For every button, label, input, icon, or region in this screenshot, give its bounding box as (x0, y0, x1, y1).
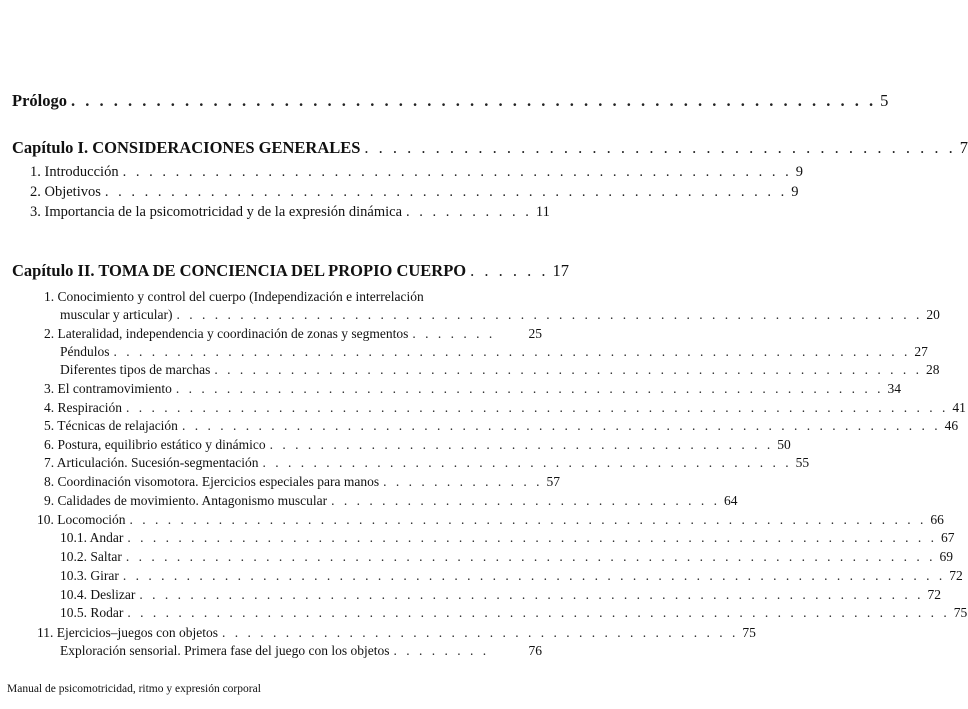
toc-label: 4. Respiración (44, 400, 122, 415)
toc-entry (0, 530, 955, 546)
toc-page-number: 28 (925, 362, 940, 377)
dot-leader: . . . . . . . . . . . . . . . . . . . . . . . . . . . . . . . . . . . . . . . . . . . . . . . . . . . . . . . . (214, 362, 922, 377)
toc-label: 7. Articulación. Sucesión-segmentación (44, 455, 259, 470)
toc-label: 2. Objetivos (30, 184, 101, 200)
toc-page-number: 66 (930, 512, 944, 527)
dot-leader: . . . . . . . . . . . . . . . . . . . . . . . . . . . . . . . . . . . . . . . . . . . . . . . . . . . . . . . . (175, 381, 884, 396)
dot-leader: . . . . . . . . . . . . . . . . . . . . . . . . . . . . . . . . . . . . . . . . . . . . . . . . . . . . . . . . . . . . . . . . . (127, 605, 950, 620)
toc-entry (0, 307, 940, 323)
toc-label: 10.2. Saltar (60, 549, 122, 564)
toc-label: Capítulo II. TOMA DE CONCIENCIA DEL PROPIO CUERPO (12, 261, 467, 280)
toc-label: 3. Importancia de la psicomotricidad y de la expresión dinámica (30, 204, 403, 220)
dot-leader: . . . . . . (470, 261, 549, 280)
toc-page-number: 34 (887, 381, 901, 396)
toc-page-number: 7 (959, 138, 968, 157)
toc-label: 11. Ejercicios–juegos con objetos (37, 625, 218, 640)
toc-page-number: 46 (944, 418, 959, 433)
toc-label: Péndulos (60, 344, 110, 359)
dot-leader: . . . . . . . . . . . . . . . . . . . . . . . . . . . . . . . . . . . . . . . . . . . . . . . . . . . . . . . . . . . . . . . . . (125, 400, 949, 415)
dot-leader: . . . . . . . . . . . . . . . . . . . . . . . . . . . . . . . . . . . . . . . . . . . . . . . . . . . . (104, 184, 788, 200)
toc-page-number: 75 (953, 605, 968, 620)
toc-label-continued: 1. Conocimiento y control del cuerpo (Independización e interrelación (44, 289, 424, 304)
toc-page-number: 50 (777, 437, 791, 452)
toc-label: 2. Lateralidad, independencia y coordinación de zonas y segmentos (44, 326, 409, 341)
toc-label: 6. Postura, equilibrio estático y dinámico (44, 437, 266, 452)
toc-page-number: 9 (795, 164, 803, 180)
toc-label: Capítulo I. CONSIDERACIONES GENERALES (12, 138, 361, 157)
toc-page-number: 11 (535, 204, 550, 220)
toc-entry-chapter-1 (0, 138, 968, 158)
toc-entry-prologo (0, 91, 889, 111)
dot-leader: . . . . . . . . (393, 643, 490, 658)
toc-entry (0, 587, 941, 603)
toc-page-number: 41 (952, 400, 966, 415)
toc-entry (0, 625, 756, 641)
toc-label: Diferentes tipos de marchas (60, 362, 211, 377)
toc-label: 3. El contramovimiento (44, 381, 172, 396)
toc-page-number: 57 (546, 474, 561, 489)
toc-label: 10.5. Rodar (60, 605, 124, 620)
toc-page-number: 72 (927, 587, 941, 602)
toc-entry (0, 400, 966, 416)
toc-page-number: 25 (528, 326, 542, 341)
toc-page-number: 67 (941, 530, 955, 545)
toc-entry (0, 549, 953, 565)
dot-leader: . . . . . . . . . . . . . . . . . . . . . . . . . . . . . . . (331, 493, 720, 508)
toc-label: 9. Calidades de movimiento. Antagonismo muscular (44, 493, 328, 508)
toc-page-number: 76 (528, 643, 542, 658)
toc-entry (0, 326, 551, 342)
dot-leader: . . . . . . . (412, 326, 496, 341)
dot-leader: . . . . . . . . . . (406, 204, 532, 220)
dot-leader: . . . . . . . . . . . . . . . . . . . . . . . . . . . . . . . . . . . . . . . . . . . . . . . . . . . . . . . . . . . . . . . . (125, 549, 936, 564)
toc-label: 10.3. Girar (60, 568, 119, 583)
toc-label: 10.4. Deslizar (60, 587, 136, 602)
running-footer: Manual de psicomotricidad, ritmo y expresión corporal (7, 683, 261, 695)
toc-entry (0, 512, 944, 528)
dot-leader: . . . . . . . . . . . . . . . . . . . . . . . . . . . . . . . . . . . . . . . . . . . . . . . . . . . . . . . . . . . . (181, 418, 941, 433)
toc-page-number: 55 (795, 455, 810, 470)
toc-page-number: 5 (880, 91, 889, 110)
dot-leader: . . . . . . . . . . . . . . . . . . . . . . . . . . . . . . . . . . . . . . . . (269, 437, 774, 452)
toc-entry (0, 418, 959, 434)
toc-page-number: 64 (723, 493, 738, 508)
toc-entry (0, 643, 551, 659)
toc-entry (0, 344, 928, 360)
toc-entry (0, 455, 810, 471)
dot-leader: . . . . . . . . . . . . . . . . . . . . . . . . . . . . . . . . . . . . . . . . . . . . . . . . . . . . . . . . . . . (176, 307, 923, 322)
dot-leader: . . . . . . . . . . . . . . . . . . . . . . . . . . . . . . . . . . . . . . . . . . . . . . . . . . . . . . . . . . . . . . . (113, 344, 911, 359)
toc-page-number: 69 (939, 549, 953, 564)
dot-leader: . . . . . . . . . . . . . . . . . . . . . . . . . . . . . . . . . . . . . . . . . . . . . . . . . . . . . . . . . . . . . . (139, 587, 924, 602)
toc-label: muscular y articular) (60, 307, 173, 322)
dot-leader: . . . . . . . . . . . . . . . . . . . . . . . . . . . . . . . . . . . . . . . . . (221, 625, 739, 640)
toc-entry (0, 437, 791, 453)
toc-entry (0, 474, 561, 490)
toc-page-number: 27 (914, 344, 928, 359)
dot-leader: . . . . . . . . . . . . . . . . . . . . . . . . . . . . . . . . . . . . . . . . . . (262, 455, 792, 470)
toc-page-number: 75 (742, 625, 756, 640)
toc-label: Prólogo (12, 91, 67, 110)
dot-leader: . . . . . . . . . . . . . . . . . . . . . . . . . . . . . . . . . . . . . . . . . . . . . . . . . . . . . . . . . . . . . . . . . (122, 568, 946, 583)
toc-entry (0, 362, 940, 378)
toc-page-number: 9 (791, 184, 799, 200)
dot-leader: . . . . . . . . . . . . . . . . . . . . . . . . . . . . . . . . . . . . . . . . . . . . . . . . . . . . . . . . . . . . . . . (129, 512, 927, 527)
toc-entry (0, 381, 901, 397)
dot-leader: . . . . . . . . . . . . . . . . . . . . . . . . . . . . . . . . . . . . . . . . . . . . . . . . . . . . . . . . . . . . . . . . (127, 530, 937, 545)
dot-leader: . . . . . . . . . . . . . . . . . . . . . . . . . . . . . . . . . . . . . . . . . . (364, 138, 956, 157)
toc-entry (0, 493, 738, 509)
toc-label: 1. Introducción (30, 164, 119, 180)
toc-page-number: 72 (949, 568, 963, 583)
toc-label: 10.1. Andar (60, 530, 124, 545)
toc-entry (0, 605, 968, 621)
toc-label: 5. Técnicas de relajación (44, 418, 178, 433)
toc-label: 8. Coordinación visomotora. Ejercicios especiales para manos (44, 474, 380, 489)
toc-entry (0, 184, 799, 201)
toc-label: Exploración sensorial. Primera fase del juego con los objetos (60, 643, 390, 658)
toc-page-number: 17 (552, 261, 570, 280)
dot-leader: . . . . . . . . . . . . . . . . . . . . . . . . . . . . . . . . . . . . . . . . . . . . . . . . . . . (122, 164, 792, 180)
toc-entry (0, 164, 803, 181)
dot-leader: . . . . . . . . . . . . . . . . . . . . . . . . . . . . . . . . . . . . . . . . . . . . . . . . . . . . . . . . . (71, 91, 877, 110)
toc-entry-chapter-2 (0, 261, 570, 281)
toc-entry (0, 568, 963, 584)
toc-label: 10. Locomoción (37, 512, 126, 527)
toc-entry (0, 204, 551, 221)
toc-page-number: 20 (926, 307, 940, 322)
dot-leader: . . . . . . . . . . . . . (383, 474, 543, 489)
